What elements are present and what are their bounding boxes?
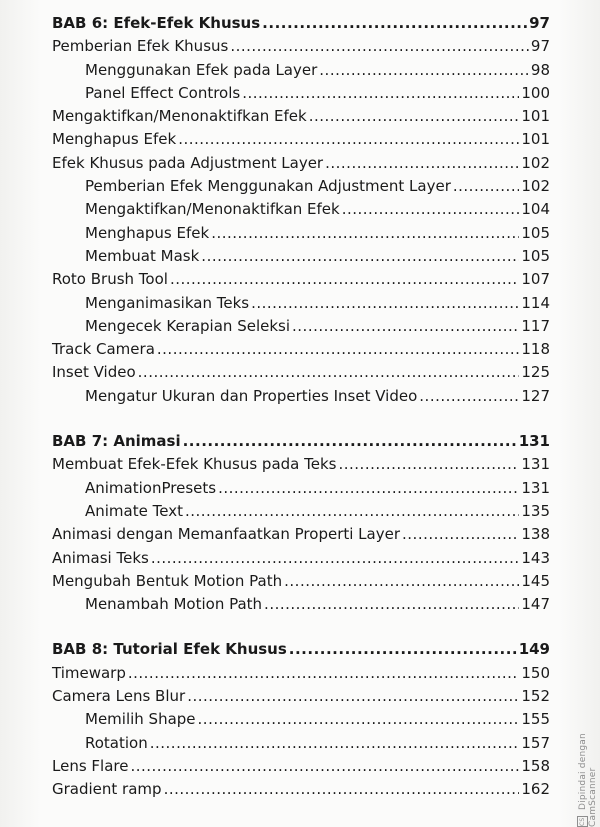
toc-entry-label: Pemberian Efek Menggunakan Adjustment Layer [85, 177, 451, 196]
toc-entry-label: Gradient ramp [52, 780, 162, 799]
toc-entry-label: Panel Effect Controls [85, 83, 241, 102]
chapter-page-number: 149 [518, 640, 550, 659]
dot-leader [262, 12, 527, 35]
toc-entry [48, 570, 550, 593]
dot-leader [284, 570, 519, 593]
toc-entry-page: 147 [521, 595, 550, 614]
toc-entry-label: Membuat Efek-Efek Khusus pada Teks [52, 455, 337, 474]
toc-entry-label: Menghapus Efek [85, 223, 210, 242]
toc-entry-page: 152 [521, 687, 550, 706]
toc-entry-page: 157 [521, 733, 550, 752]
toc-entry-page: 127 [521, 386, 550, 405]
dot-leader [242, 82, 519, 105]
dot-leader [342, 198, 520, 221]
toc-entry [48, 315, 550, 338]
toc-entry [48, 778, 550, 801]
toc-entry-label: AnimationPresets [85, 478, 217, 497]
toc-entry-label: Menghapus Efek [52, 130, 177, 149]
chapter-6-heading [48, 12, 550, 35]
chapter-title: BAB 8: Tutorial Efek Khusus [52, 640, 287, 659]
dot-leader [164, 778, 520, 801]
dot-leader [138, 361, 520, 384]
toc-entry [48, 222, 550, 245]
table-of-contents [48, 12, 550, 802]
dot-leader [325, 152, 519, 175]
chapter-title: BAB 7: Animasi [52, 432, 181, 451]
toc-entry-page: 131 [521, 455, 550, 474]
dot-leader [453, 175, 519, 198]
toc-entry-label: Pemberian Efek Khusus [52, 37, 229, 56]
watermark-text: Dipindai dengan CamScanner [578, 733, 598, 827]
camscanner-icon: CS [579, 817, 586, 826]
toc-entry-page: 105 [521, 223, 550, 242]
toc-entry-page: 102 [521, 177, 550, 196]
dot-leader [402, 523, 519, 546]
dot-leader [264, 593, 519, 616]
toc-entry-label: Menggunakan Efek pada Layer [85, 60, 318, 79]
toc-entry-page: 107 [521, 270, 550, 289]
toc-entry [48, 105, 550, 128]
toc-entry-page: 98 [530, 60, 550, 79]
toc-entry [48, 245, 550, 268]
toc-entry [48, 755, 550, 778]
toc-entry-label: Menambah Motion Path [85, 595, 263, 614]
dot-leader [319, 59, 529, 82]
toc-entry-page: 97 [530, 37, 550, 56]
dot-leader [230, 35, 529, 58]
dot-leader [187, 685, 519, 708]
chapter-spacer [48, 408, 550, 430]
toc-entry-label: Lens Flare [52, 756, 129, 775]
toc-entry-page: 150 [521, 663, 550, 682]
dot-leader [251, 292, 519, 315]
toc-entry-label: Inset Video [52, 363, 136, 382]
toc-entry [48, 198, 550, 221]
toc-entry-label: Efek Khusus pada Adjustment Layer [52, 153, 324, 172]
dot-leader [185, 500, 519, 523]
toc-entry [48, 128, 550, 151]
toc-entry [48, 385, 550, 408]
toc-entry-page: 162 [521, 780, 550, 799]
toc-entry [48, 292, 550, 315]
toc-entry [48, 547, 550, 570]
camscanner-watermark [577, 676, 598, 827]
toc-entry-label: Mengaktifkan/Menonaktifkan Efek [52, 107, 307, 126]
chapter-page-number: 131 [518, 432, 550, 451]
toc-entry [48, 453, 550, 476]
toc-entry [48, 732, 550, 755]
toc-entry-label: Mengaktifkan/Menonaktifkan Efek [85, 200, 340, 219]
toc-entry-page: 114 [521, 293, 550, 312]
toc-entry-page: 100 [521, 83, 550, 102]
toc-entry-label: Rotation [85, 733, 148, 752]
dot-leader [183, 430, 517, 453]
chapter-8-heading [48, 638, 550, 661]
toc-entry-page: 117 [521, 316, 550, 335]
toc-entry [48, 175, 550, 198]
chapter-spacer [48, 616, 550, 638]
dot-leader [178, 128, 519, 151]
toc-entry [48, 361, 550, 384]
toc-entry-page: 145 [521, 571, 550, 590]
toc-entry-label: Mengatur Ukuran dan Properties Inset Video [85, 386, 418, 405]
chapter-title: BAB 6: Efek-Efek Khusus [52, 14, 261, 32]
dot-leader [218, 477, 519, 500]
dot-leader [419, 385, 519, 408]
toc-entry [48, 477, 550, 500]
toc-entry [48, 500, 550, 523]
toc-entry-label: Animasi Teks [52, 548, 149, 567]
dot-leader [289, 638, 517, 661]
dot-leader [338, 453, 519, 476]
toc-entry-label: Mengubah Bentuk Motion Path [52, 571, 283, 590]
toc-entry-label: Menganimasikan Teks [85, 293, 250, 312]
toc-entry [48, 268, 550, 291]
toc-entry [48, 338, 550, 361]
toc-entry-page: 118 [521, 340, 550, 359]
toc-entry-page: 101 [521, 130, 550, 149]
toc-entry-label: Animasi dengan Memanfaatkan Properti Layer [52, 525, 401, 544]
toc-entry [48, 685, 550, 708]
toc-entry [48, 708, 550, 731]
dot-leader [170, 268, 519, 291]
chapter-7-heading [48, 430, 550, 453]
toc-entry [48, 35, 550, 58]
toc-entry-label: Memilih Shape [85, 710, 196, 729]
toc-entry [48, 662, 550, 685]
dot-leader [292, 315, 519, 338]
toc-entry-page: 101 [521, 107, 550, 126]
chapter-page-number: 97 [529, 14, 550, 32]
toc-entry-page: 138 [521, 525, 550, 544]
toc-entry-page: 143 [521, 548, 550, 567]
toc-entry-label: Roto Brush Tool [52, 270, 168, 289]
toc-entry-label: Timewarp [52, 663, 126, 682]
toc-entry-label: Mengecek Kerapian Seleksi [85, 316, 291, 335]
dot-leader [128, 662, 520, 685]
toc-entry [48, 59, 550, 82]
toc-entry-page: 158 [521, 756, 550, 775]
dot-leader [198, 708, 520, 731]
toc-entry-page: 105 [521, 246, 550, 265]
toc-entry-label: Membuat Mask [85, 246, 200, 265]
toc-entry-page: 102 [521, 153, 550, 172]
toc-entry-page: 131 [521, 478, 550, 497]
dot-leader [157, 338, 519, 361]
toc-entry-page: 125 [521, 363, 550, 382]
dot-leader [151, 547, 520, 570]
dot-leader [130, 755, 519, 778]
toc-entry-page: 104 [521, 200, 550, 219]
toc-entry [48, 82, 550, 105]
dot-leader [211, 222, 519, 245]
toc-entry-label: Track Camera [52, 340, 155, 359]
dot-leader [309, 105, 520, 128]
toc-entry [48, 523, 550, 546]
dot-leader [150, 732, 520, 755]
dot-leader [201, 245, 519, 268]
toc-entry-label: Camera Lens Blur [52, 687, 186, 706]
toc-entry-page: 155 [521, 710, 550, 729]
toc-entry [48, 593, 550, 616]
toc-entry-label: Animate Text [85, 501, 183, 520]
toc-entry [48, 152, 550, 175]
toc-entry-page: 135 [521, 501, 550, 520]
